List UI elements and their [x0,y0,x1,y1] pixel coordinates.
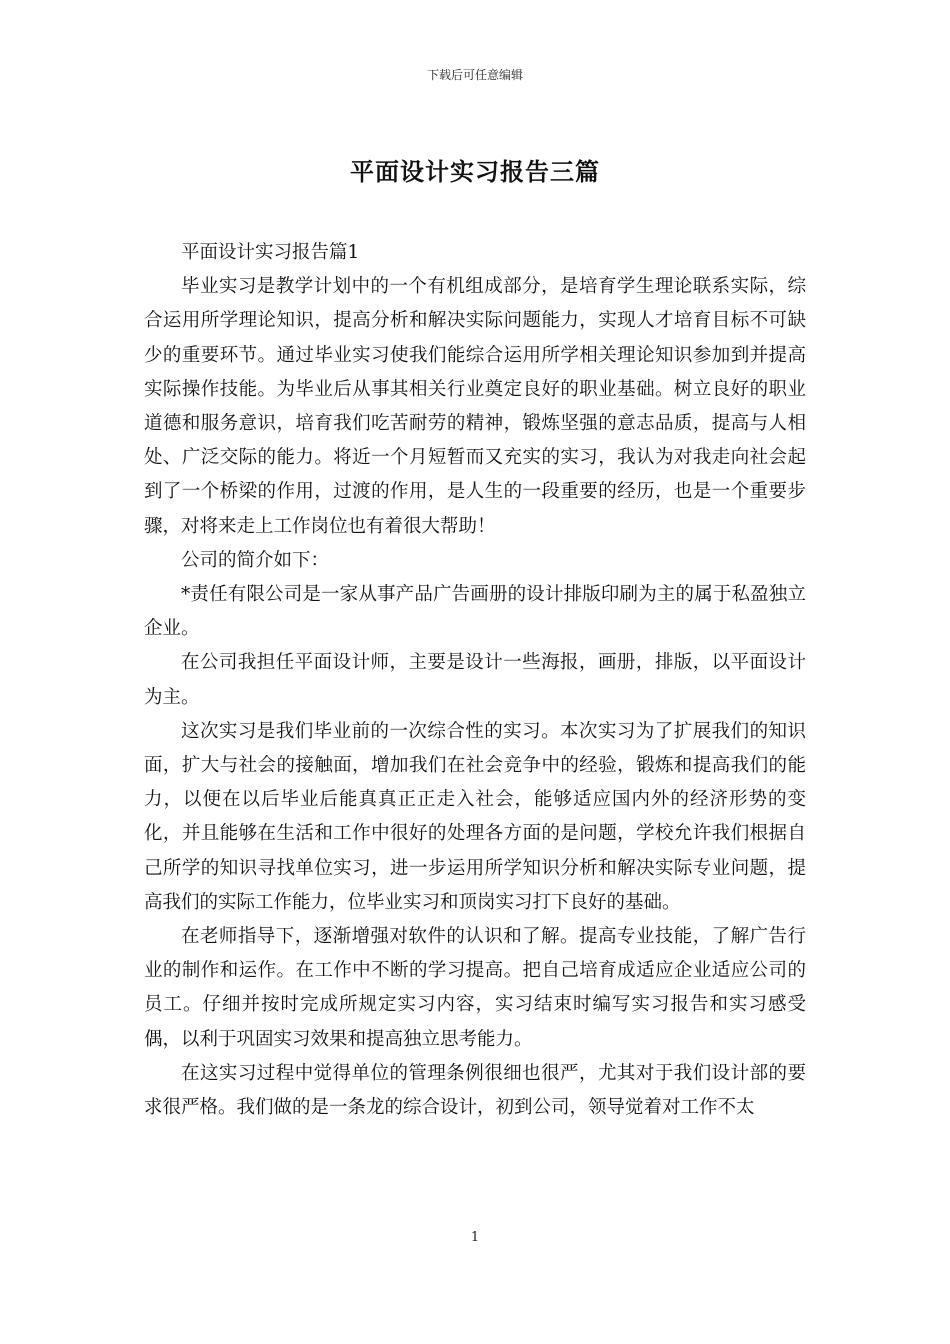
document-body [144,236,806,1125]
paragraph: 这次实习是我们毕业前的一次综合性的实习。本次实习为了扩展我们的知识面，扩大与社会的接触面，增加我们在社会竞争中的经验，锻炼和提高我们的能力，以便在以后毕业后能真真正正走入社会，能够适应国内外的经济形势的变化，并且能够在生活和工作中很好的处理各方面的是问题，学校允许我们根据自己所学的知识寻找单位实习，进一步运用所学知识分析和解决实际专业问题，提高我们的实际工作能力，位毕业实习和顶岗实习打下良好的基础。 [144,720,806,913]
paragraph: 毕业实习是教学计划中的一个有机组成部分，是培育学生理论联系实际，综合运用所学理论知识，提高分析和解决实际问题能力，实现人才培育目标不可缺少的重要环节。通过毕业实习使我们能综合运用所学相关理论知识参加到并提高实际操作技能。为毕业后从事其相关行业奠定良好的职业基础。树立良好的职业道德和服务意识，培育我们吃苦耐劳的精神，锻炼坚强的意志品质，提高与人相处、广泛交际的能力。将近一个月短暂而又充实的实习，我认为对我走向社会起到了一个桥梁的作用，过渡的作用，是人生的一段重要的经历，也是一个重要步骤，对将来走上工作岗位也有着很大帮助！ [144,276,806,537]
document-title: 平面设计实习报告三篇 [350,157,600,186]
section-heading: 平面设计实习报告篇1 [181,242,360,263]
paragraph: 在这实习过程中觉得单位的管理条例很细也很严，尤其对于我们设计部的要求很严格。我们做的是一条龙的综合设计，初到公司，领导觉着对工作不太 [144,1062,806,1119]
paragraph: 在老师指导下，逐渐增强对软件的认识和了解。提高专业技能，了解广告行业的制作和运作。在工作中不断的学习提高。把自己培育成适应企业适应公司的员工。仔细并按时完成所规定实习内容，实习结束时编写实习报告和实习感受偶，以利于巩固实习效果和提高独立思考能力。 [144,926,806,1050]
paragraph: 在公司我担任平面设计师，主要是设计一些海报，画册，排版，以平面设计为主。 [144,652,806,708]
header-note: 下载后可任意编辑 [426,68,523,82]
paragraph: 公司的简介如下： [181,549,330,571]
paragraph: *责任有限公司是一家从事产品广告画册的设计排版印刷为主的属于私盈独立企业。 [144,584,806,640]
page-number: 1 [470,1230,480,1245]
